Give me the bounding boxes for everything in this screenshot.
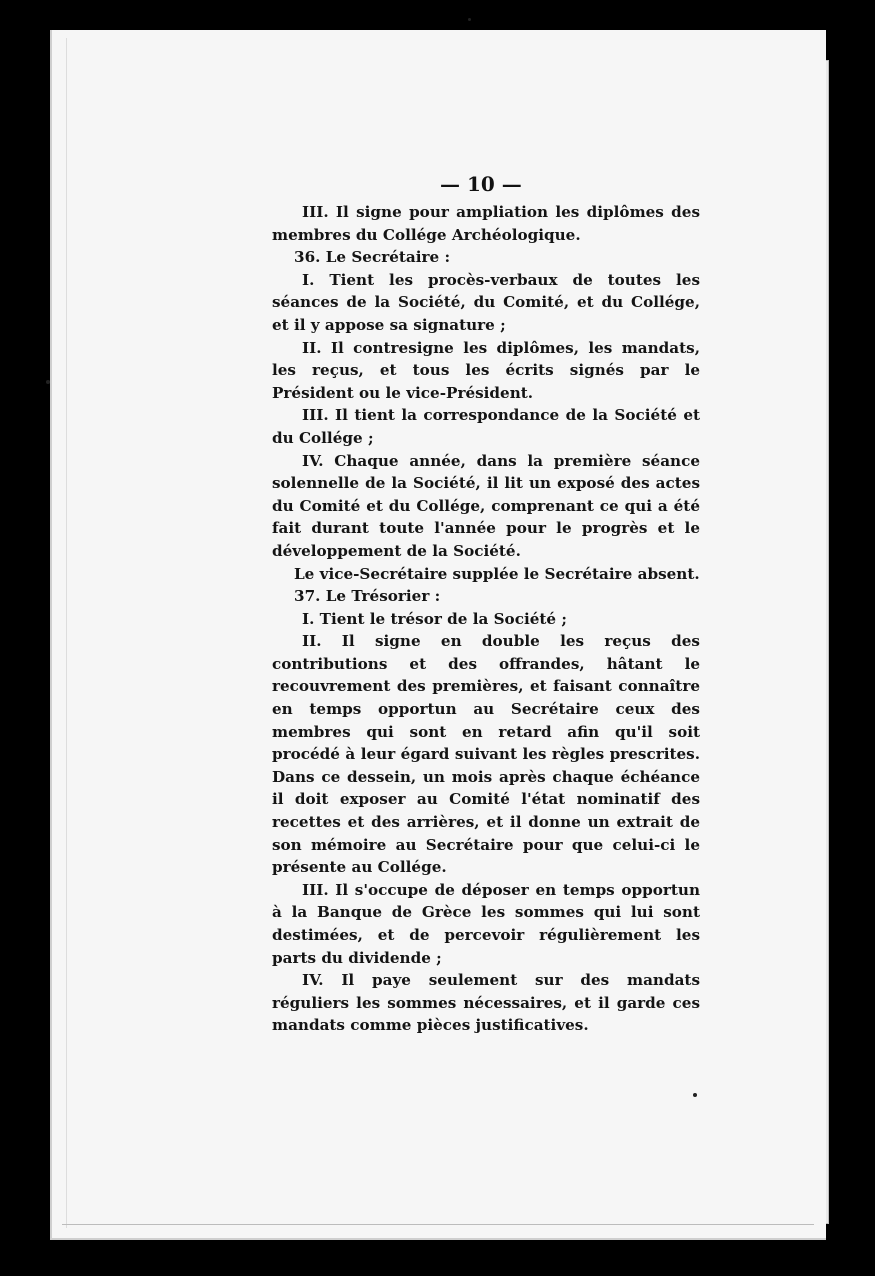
paragraph-collège-diplomes: III. Il signe pour ampliation les diplômes des membres du Collége Archéologique.	[272, 203, 700, 244]
heading-secretaire: 36. Le Secrétaire :	[294, 248, 451, 267]
paragraph-banque: III. Il s'occupe de déposer en temps opportun à la Banque de Grèce les sommes qui lui sont destimées, et de percevoir régulièrement les parts du dividende ;	[272, 880, 700, 967]
page-bottom-edge	[62, 1224, 814, 1225]
paragraph-expose-annuel: IV. Chaque année, dans la première séance solennelle de la Société, il lit un exposé des actes du Comité et du Collége, comprenant ce qui a été fait durant toute l'année pour le progrès et le développement de la Société.	[272, 451, 700, 560]
page-number: — 10 —	[440, 172, 522, 196]
scan-speck	[468, 18, 471, 21]
paragraph-recus: II. Il signe en double les reçus des contributions et des offrandes, hâtant le recouvrement des premières, et faisant connaître en temps opportun au Secrétaire ceux des membres qui sont en retard afin qu'il soit procédé à leur égard suivant les règles prescrites. Dans ce dessein, un mois après chaque échéance il doit exposer au Comité l'état nominatif des recettes et des arrières, et il donne un extrait de son mémoire au Secrétaire pour que celui-ci le présente au Collége.	[272, 632, 700, 877]
body-text	[272, 201, 700, 1037]
paragraph-correspondance: III. Il tient la correspondance de la Société et du Collége ;	[272, 406, 700, 447]
paragraph-contresigne: II. Il contresigne les diplômes, les mandats, les reçus, et tous les écrits signés par le Président ou le vice-Président.	[272, 338, 700, 402]
paragraph-vice-secretaire: Le vice-Secrétaire supplée le Secrétaire absent.	[294, 564, 700, 583]
scan-speck	[46, 380, 50, 384]
paragraph-tresor: I. Tient le trésor de la Société ;	[302, 609, 567, 628]
paragraph-proces-verbaux: I. Tient les procès-verbaux de toutes les séances de la Société, du Comité, et du Collége, et il y appose sa signature ;	[272, 270, 700, 334]
paragraph-mandats: IV. Il paye seulement sur des mandats réguliers les sommes nécessaires, et il garde ces mandats comme pièces justificatives.	[272, 971, 700, 1035]
heading-tresorier: 37. Le Trésorier :	[294, 587, 441, 606]
scan-speck	[693, 1093, 697, 1097]
page-edge-line	[66, 38, 67, 1228]
